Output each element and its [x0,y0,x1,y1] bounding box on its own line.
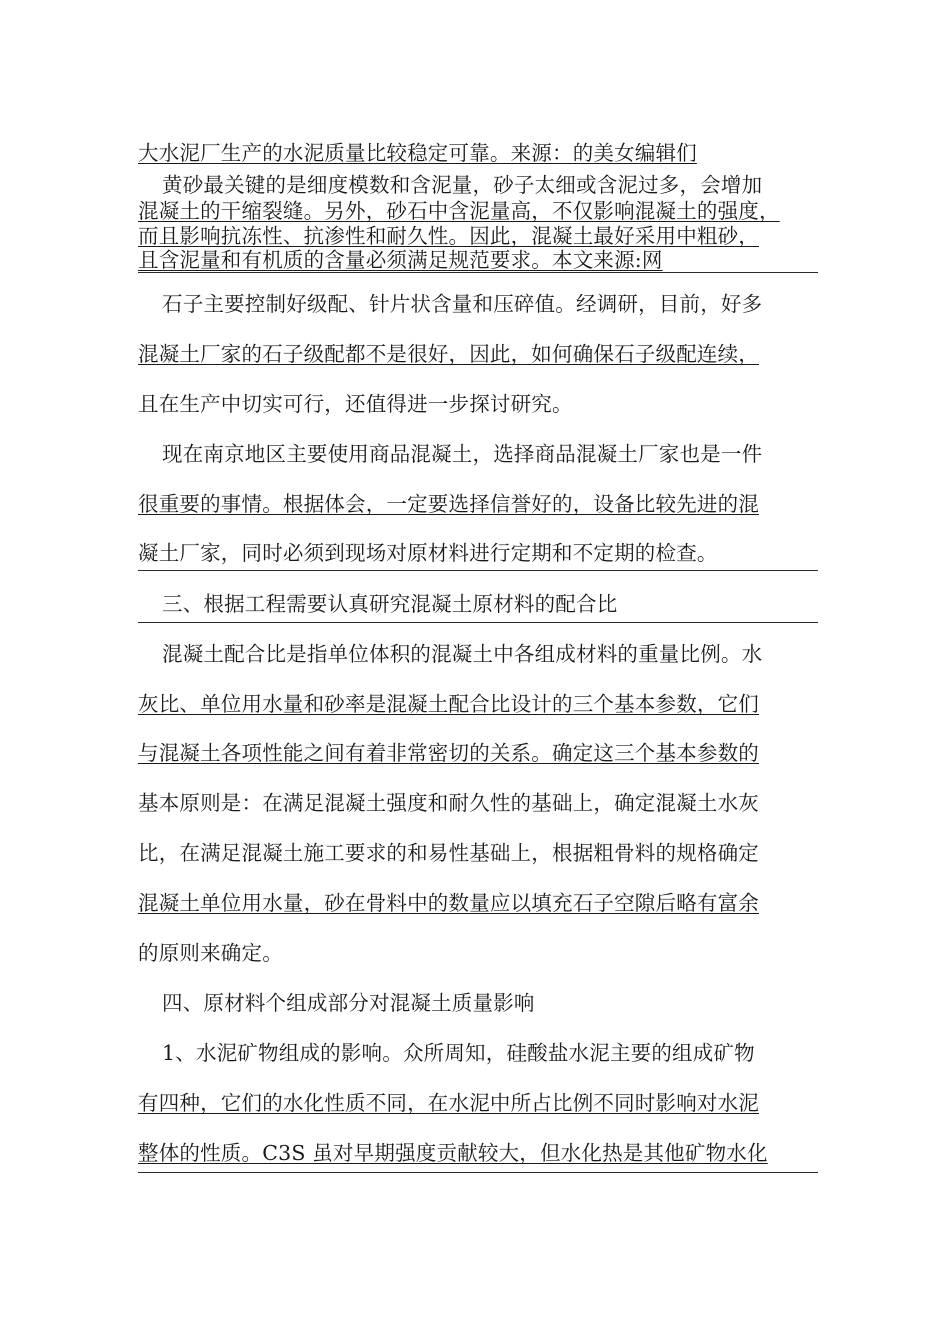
text-line: 大水泥厂生产的水泥质量比较稳定可靠。来源：的美女编辑们 [138,141,697,165]
section-heading: 四、原材料个组成部分对混凝土质量影响 [162,991,535,1015]
text-line: 与混凝土各项性能之间有着非常密切的关系。确定这三个基本参数的 [138,741,759,765]
text-line: 的原则来确定。 [138,941,283,965]
text-line: 混凝土的干缩裂缝。另外，砂石中含泥量高，不仅影响混凝土的强度， [138,199,780,223]
text-line: 基本原则是：在满足混凝土强度和耐久性的基础上，确定混凝土水灰 [138,791,759,815]
paragraph-first-line: 石子主要控制好级配、针片状含量和压碎值。经调研，目前，好多 [162,292,763,316]
text-line: 且在生产中切实可行，还值得进一步探讨研究。 [138,392,573,416]
underline-rule [138,622,818,623]
section-heading: 三、根据工程需要认真研究混凝土原材料的配合比 [162,592,618,616]
text-line: 很重要的事情。根据体会，一定要选择信誉好的，设备比较先进的混 [138,492,759,516]
text-line: 比，在满足混凝土施工要求的和易性基础上，根据粗骨料的规格确定 [138,841,759,865]
text-line: 混凝土单位用水量，砂在骨料中的数量应以填充石子空隙后略有富余 [138,891,759,915]
text-line: 有四种，它们的水化性质不同，在水泥中所占比例不同时影响对水泥 [138,1091,759,1115]
text-line: 混凝土厂家的石子级配都不是很好，因此，如何确保石子级配连续， [138,342,759,366]
underline-rule [138,1172,818,1173]
paragraph-first-line: 现在南京地区主要使用商品混凝土，选择商品混凝土厂家也是一件 [162,442,763,466]
paragraph-first-line: 混凝土配合比是指单位体积的混凝土中各组成材料的重量比例。水 [162,642,763,666]
text-line: 而且影响抗冻性、抗渗性和耐久性。因此，混凝土最好采用中粗砂， [138,224,759,248]
paragraph-first-line: 黄砂最关键的是细度模数和含泥量，砂子太细或含泥过多，会增加 [162,173,763,197]
text-line: 整体的性质。C3S 虽对早期强度贡献较大，但水化热是其他矿物水化 [138,1141,768,1165]
underline-rule [138,272,818,273]
text-line: 灰比、单位用水量和砂率是混凝土配合比设计的三个基本参数，它们 [138,692,759,716]
underline-rule [138,570,818,571]
paragraph-first-line: 1、水泥矿物组成的影响。众所周知，硅酸盐水泥主要的组成矿物 [162,1041,755,1065]
text-line: 且含泥量和有机质的含量必须满足规范要求。本文来源:网 [138,248,663,272]
text-line: 凝土厂家，同时必须到现场对原材料进行定期和不定期的检查。 [138,541,718,565]
